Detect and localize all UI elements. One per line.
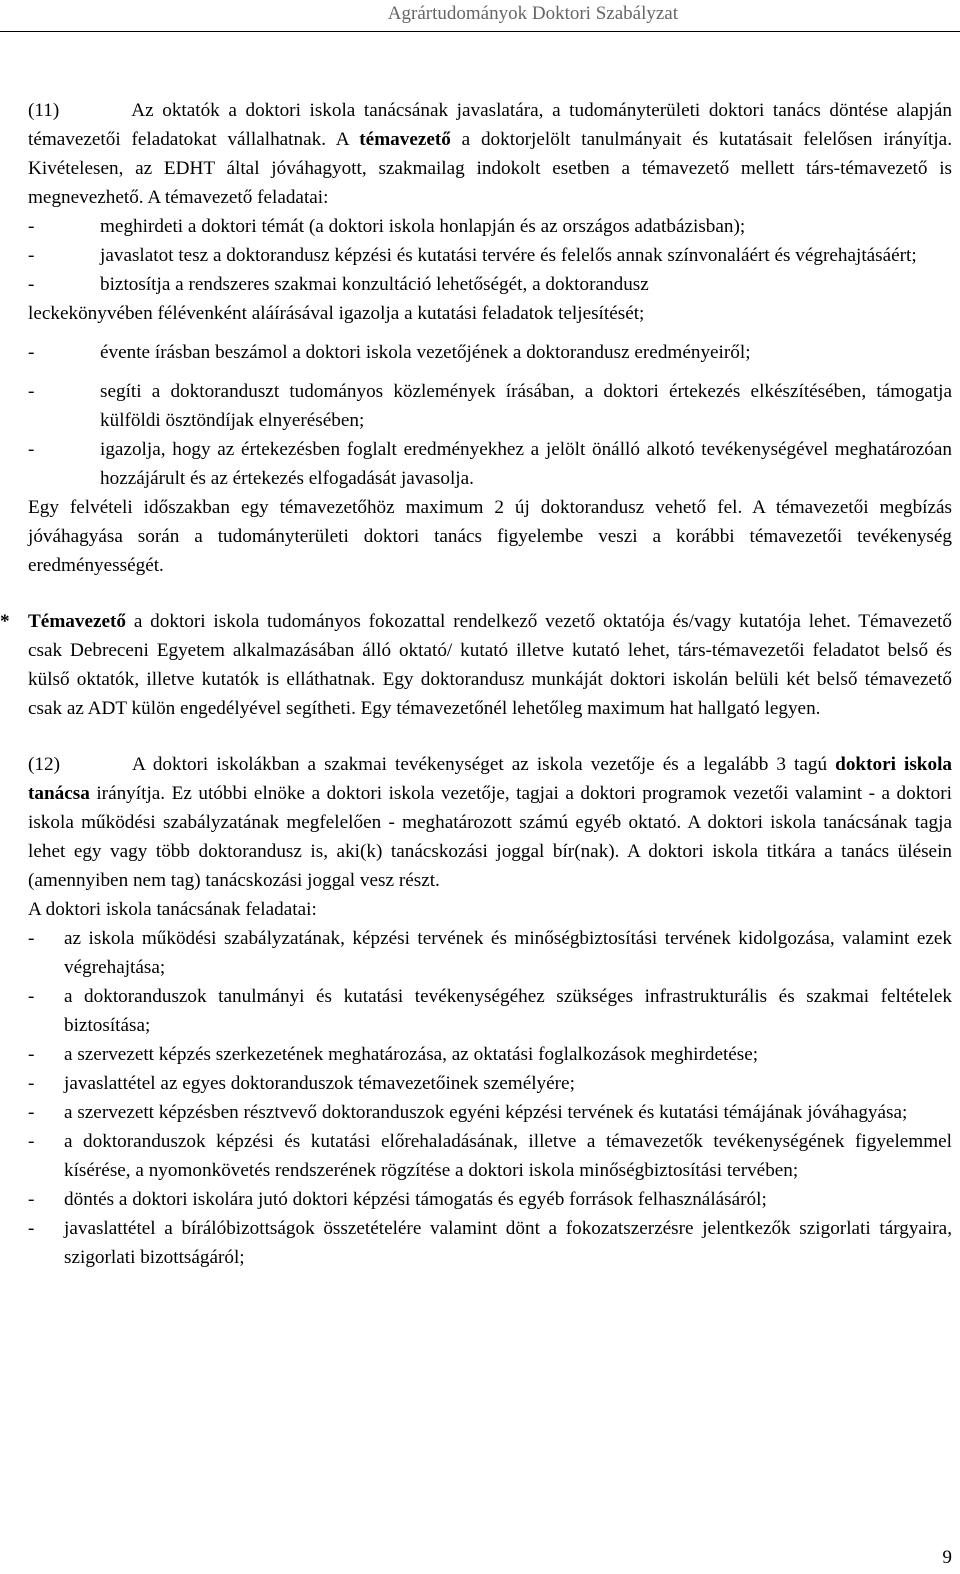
page-header	[0, 0, 960, 30]
list-dash: -	[28, 1073, 35, 1094]
list-item-text: a doktoranduszok képzési és kutatási előrehaladásának, illetve a témavezetők tevékenységének figyelemmel kísérése, a nyomonkövetés rendszerének rögzítése a doktori iskola minőségbiztosítási tervében;	[64, 1131, 952, 1181]
list-item	[28, 377, 952, 435]
section-11-intro	[28, 96, 952, 212]
list-item	[28, 270, 952, 299]
list-item-text: biztosítja a rendszeres szakmai konzultáció lehetőségét, a doktorandusz	[100, 274, 649, 295]
list-dash: -	[28, 928, 35, 949]
list-dash: -	[28, 216, 35, 237]
section-12-number: (12)	[28, 754, 60, 775]
list-item	[28, 924, 952, 982]
list-item	[28, 1098, 952, 1127]
list-dash: -	[28, 1189, 35, 1210]
section-11-text-1: Az oktatók a doktori iskola tanácsának javaslatára, a tudományterületi doktori tanács döntése alapján témavezetői feladatokat vállalhatnak. A	[28, 100, 952, 150]
list-item-text: igazolja, hogy az értekezésben foglalt eredményekhez a jelölt önálló alkotó tevékenységével meghatározóan hozzájárult és az értekezés elfogadását javasolja.	[100, 439, 952, 489]
header-rule	[0, 31, 960, 32]
section-12-tasks-heading: A doktori iskola tanácsának feladatai:	[28, 899, 317, 920]
list-dash: -	[28, 274, 35, 295]
list-item-text: javaslattétel az egyes doktoranduszok témavezetőinek személyére;	[64, 1073, 575, 1094]
list-item-text: meghirdeti a doktori témát (a doktori iskola honlapján és az országos adatbázisban);	[100, 216, 746, 237]
list-item-text: döntés a doktori iskolára jutó doktori képzési támogatás és egyéb források felhasználásáról;	[64, 1189, 767, 1210]
list-item-text: segíti a doktoranduszt tudományos közlemények írásában, a doktori értekezés elkészítésében, támogatja külföldi ösztöndíjak elnyerésében;	[100, 381, 952, 431]
list-dash: -	[28, 381, 35, 402]
list-item	[28, 1127, 952, 1185]
section-11-number: (11)	[28, 100, 60, 121]
list-dash: -	[28, 1218, 35, 1239]
list-item	[28, 338, 952, 367]
list-item	[28, 1069, 952, 1098]
list-dash: -	[28, 245, 35, 266]
section-11-text-2: a doktorjelölt tanulmányait és kutatásait felelősen irányítja. Kivételesen, az EDHT által jóváhagyott, szakmailag indokolt esetben a témavezető mellett társ-témavezető is megnevezhető. A témavezető feladatai:	[28, 129, 952, 208]
footnote-bold-term: Témavezető	[28, 611, 127, 632]
section-12-text-2: irányítja. Ez utóbbi elnöke a doktori iskola vezetője, tagjai a doktori programok vezetői valamint - a doktori iskola működési szabályzatának megfelelően - meghatározott számú egyéb oktató. A doktori iskola tanácsának tagja lehet egy vagy több doktorandusz is, aki(k) tanácskozási joggal bír(nak). A doktori iskola titkára a tanács ülésein (amennyiben nem tag) tanácskozási joggal vesz részt.	[28, 783, 952, 891]
list-item	[28, 1040, 952, 1069]
list-dash: -	[28, 1044, 35, 1065]
list-item	[28, 1214, 952, 1272]
list-item	[28, 1185, 952, 1214]
list-dash: -	[28, 1131, 35, 1152]
list-item-text: a doktoranduszok tanulmányi és kutatási tevékenységéhez szükséges infrastrukturális és szakmai feltételek biztosítása;	[64, 986, 952, 1036]
section-12-task-list	[28, 924, 952, 1272]
section-12-bold-term: doktori iskola tanácsa	[28, 754, 952, 804]
list-item-continuation: leckekönyvében félévenként aláírásával igazolja a kutatási feladatok teljesítését;	[28, 303, 645, 324]
list-item	[28, 212, 952, 241]
header-title: Agrártudományok Doktori Szabályzat	[387, 3, 678, 24]
document-body	[0, 96, 952, 1272]
section-11-bold-term: témavezető	[359, 129, 451, 150]
footnote-text: a doktori iskola tudományos fokozattal rendelkező vezető oktatója és/vagy kutatója lehet. Témavezető csak Debreceni Egyetem alkalmazásában álló oktató/ kutató illetve kutató lehet, társ-témavezetői feladatot belső és külső oktatók, illetve kutatók is elláthatnak. Egy doktorandusz munkáját doktori iskolán belüli két belső témavezető csak az ADT külön engedélyével segítheti. Egy témavezetőnél lehetőleg maximum hat hallgató legyen.	[28, 611, 952, 719]
list-dash: -	[28, 342, 35, 363]
footnote	[0, 607, 952, 723]
list-dash: -	[28, 1102, 35, 1123]
section-11-closing: Egy felvételi időszakban egy témavezetőhöz maximum 2 új doktorandusz vehető fel. A témavezetői megbízás jóváhagyása során a tudományterületi doktori tanács figyelembe veszi a korábbi témavezetői tevékenység eredményességét.	[28, 497, 952, 576]
section-12-text-1: A doktori iskolákban a szakmai tevékenységet az iskola vezetője és a legalább 3 tagú	[131, 754, 836, 775]
list-item-text: évente írásban beszámol a doktori iskola vezetőjének a doktorandusz eredményeiről;	[100, 342, 751, 363]
list-item	[28, 435, 952, 493]
footnote-marker: *	[0, 611, 10, 632]
list-item-text: javaslatot tesz a doktorandusz képzési és kutatási tervére és felelős annak színvonaláért és végrehajtásáért;	[100, 245, 917, 266]
list-item-text: a szervezett képzésben résztvevő doktoranduszok egyéni képzési tervének és kutatási témájának jóváhagyása;	[64, 1102, 908, 1123]
list-item	[28, 241, 952, 270]
section-12-intro	[28, 750, 952, 895]
page-number: 9	[942, 1547, 952, 1568]
list-item	[28, 982, 952, 1040]
list-item-text: javaslattétel a bírálóbizottságok összetételére valamint dönt a fokozatszerzésre jelentkezők szigorlati tárgyaira, szigorlati bizottságáról;	[64, 1218, 952, 1268]
list-item-text: az iskola működési szabályzatának, képzési tervének és minőségbiztosítási tervének kidolgozása, valamint ezek végrehajtása;	[64, 928, 952, 978]
list-item-text: a szervezett képzés szerkezetének meghatározása, az oktatási foglalkozások meghirdetése;	[64, 1044, 759, 1065]
list-dash: -	[28, 439, 35, 460]
list-dash: -	[28, 986, 35, 1007]
